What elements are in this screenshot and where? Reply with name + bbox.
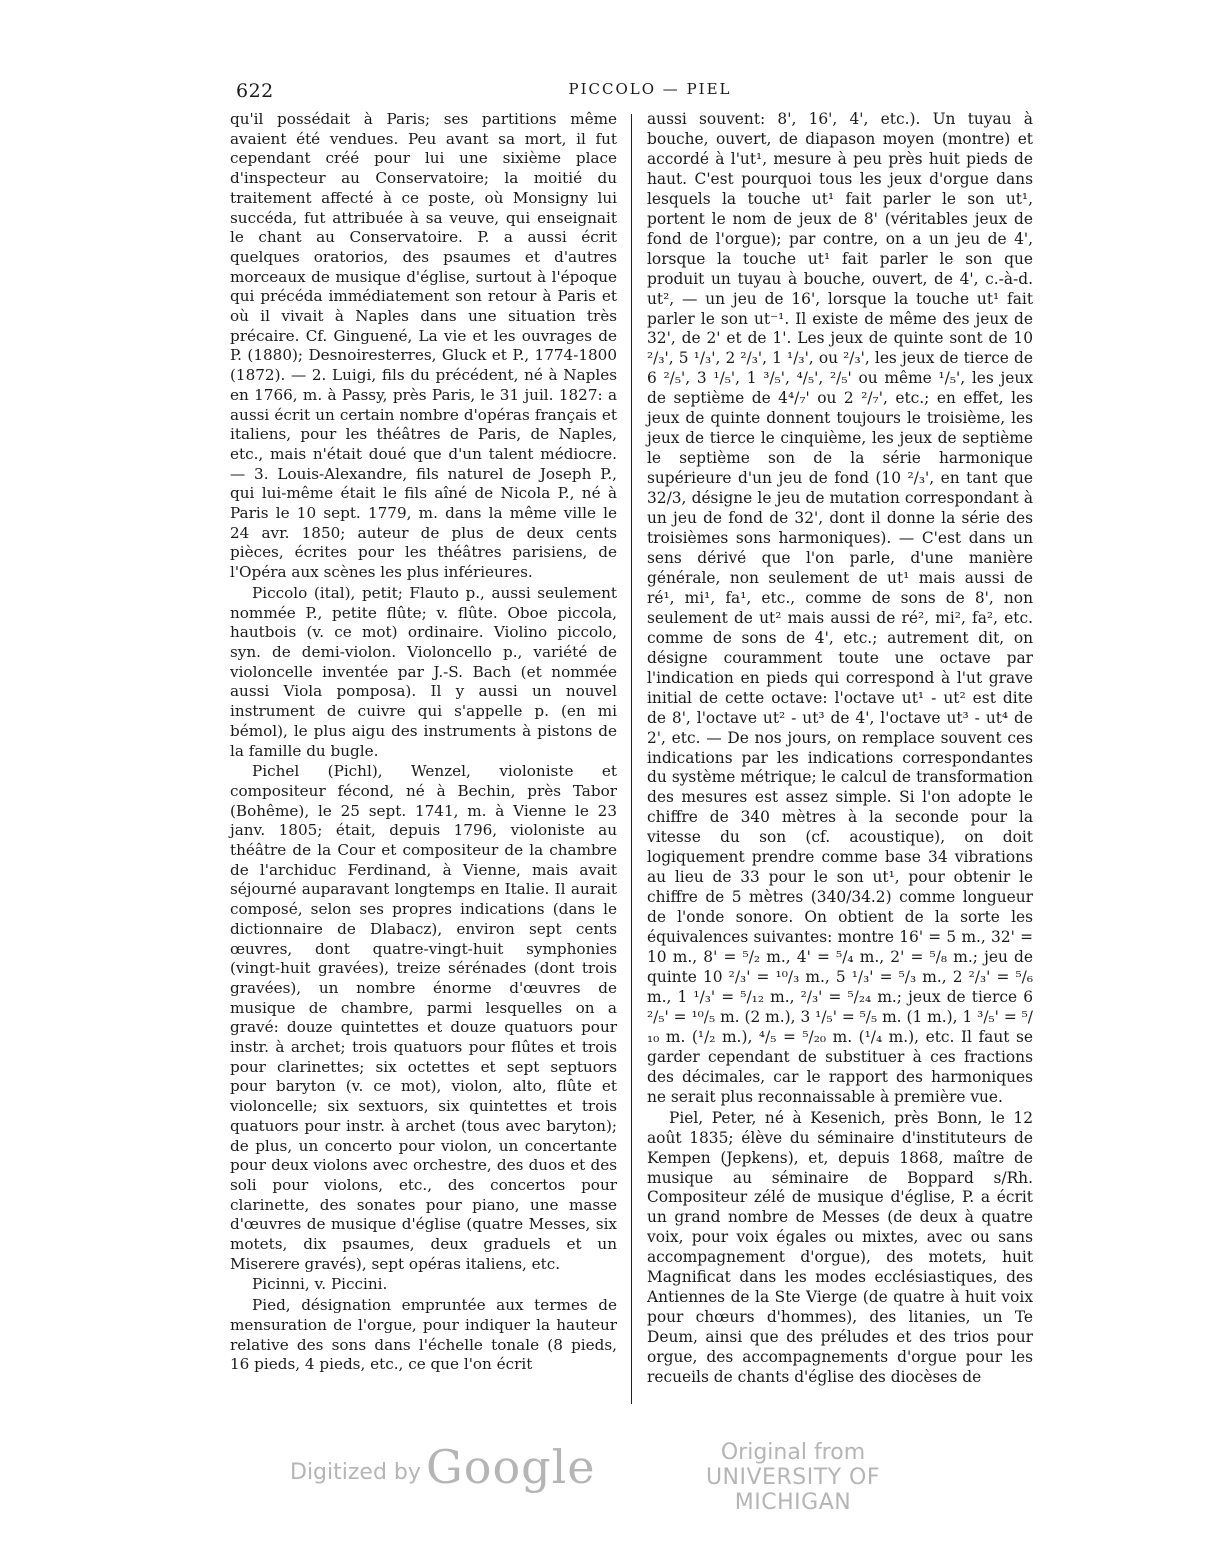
entry-pichel: Pichel (Pichl), Wenzel, violoniste et compositeur fécond, né à Bechin, près Tabor (Bohême), le 25 sept. 1741, m. à Vienne le 23 janv. 1805; était, depuis 1796, violoniste au théâtre de la Cour et compositeur de la chambre de l'archiduc Ferdinand, à Vienne, mais avait séjourné auparavant longtemps en Italie. Il aurait composé, selon ses propres indications (dans le dictionnaire de Dlabacz), environ sept cents œuvres, dont quatre-vingt-huit symphonies (vingt-huit gravées), treize sérénades (dont trois gravées), un nombre énorme d'œuvres de musique de chambre, parmi lesquelles on a gravé: douze quintettes et douze quatuors pour instr. à archet; trois quatuors pour flûtes et trois pour clarinettes; six octettes et sept septuors pour baryton (v. ce mot), violon, alto, flûte et violoncelle; six sextuors, six quintettes et trois quatuors pour instr. à archet (tous avec baryton); de plus, un concerto pour violon, un concertante pour deux violons avec orchestre, des duos et des soli pour violons, etc., des concertos pour clarinette, des sonates pour piano, une masse d'œuvres de musique d'église (quatre Messes, six motets, dix psaumes, deux graduels et un Miserere gravés), sept opéras italiens, etc. bbox=[230, 762, 617, 1273]
entry-pied: Pied, désignation empruntée aux termes de mensuration de l'orgue, pour indiquer la hauteur relative des sons dans l'échelle tonale (8 pieds, 16 pieds, 4 pieds, etc., ce que l'on écrit bbox=[230, 1296, 617, 1374]
right-column bbox=[647, 110, 1033, 1388]
entry-piccolo: Piccolo (ital), petit; Flauto p., aussi seulement nommée P., petite flûte; v. flûte. Oboe piccola, hautbois (v. ce mot) ordinaire. Violino piccolo, syn. de demi-violon. Violoncello p., variété de violoncelle inventée par J.-S. Bach (et nommée aussi Viola pomposa). Il y aussi un nouvel instrument de cuivre qui s'appelle p. (en mi bémol), le plus aigu des instruments à pistons de la famille du bugle. bbox=[230, 583, 617, 760]
left-column bbox=[230, 110, 617, 1375]
paragraph-continuation: qu'il possédait à Paris; ses partitions même avaient été vendues. Peu avant sa mort, il fut cependant créé pour lui une sixième place d'inspecteur au Conservatoire; la moitié du traitement affecté à ce poste, où Monsigny lui succéda, fut attribuée à sa veuve, qui enseignait le chant au Conservatoire. P. a aussi écrit quelques oratorios, des psaumes et d'autres morceaux de musique d'église, surtout à l'époque qui précéda immédiatement son retour à Paris et où il vivait à Naples dans une situation très précaire. Cf. Ginguené, La vie et les ouvrages de P. (1880); Desnoiresterres, Gluck et P., 1774-1800 (1872). — 2. Luigi, fils du précédent, né à Naples en 1766, m. à Passy, près Paris, le 31 juil. 1827: a aussi écrit un certain nombre d'opéras français et italiens, pour les théâtres de Paris, de Naples, etc., mais n'était doué que d'un talent médiocre. — 3. Louis-Alexandre, fils naturel de Joseph P., qui lui-même était le fils aîné de Nicola P., né à Paris le 10 sept. 1779, m. dans la même ville le 24 avr. 1850; auteur de plus de deux cents pièces, écrites pour les théâtres parisiens, de l'Opéra aux scènes les plus inférieures. bbox=[230, 110, 617, 582]
university-name: UNIVERSITY OF MICHIGAN bbox=[705, 1465, 881, 1515]
digitized-prefix: Digitized by bbox=[290, 1460, 421, 1485]
original-from-label: Original from bbox=[720, 1440, 866, 1465]
page-number: 622 bbox=[236, 80, 274, 102]
original-from-watermark bbox=[668, 1440, 918, 1515]
running-head: PICCOLO — PIEL bbox=[568, 80, 732, 98]
entry-picinni: Picinni, v. Piccini. bbox=[252, 1275, 388, 1294]
entry-piel: Piel, Peter, né à Kesenich, près Bonn, le 12 août 1835; élève du séminaire d'instituteurs de Kempen (Jepkens), et, depuis 1868, maître de musique au séminaire de Boppard s/Rh. Compositeur zélé de musique d'église, P. a écrit un grand nombre de Messes (de deux à quatre voix, pour voix égales ou mixtes, avec ou sans accompagnement d'orgue), des motets, huit Magnificat dans les modes ecclésiastiques, des Antiennes de la Ste Vierge (de quatre à huit voix pour chœurs d'hommes), des litanies, un Te Deum, ainsi que des préludes et des trios pour orgue, des accompagnements d'orgue pour les recueils de chants d'église des diocèses de bbox=[647, 1108, 1033, 1387]
google-logo: Google bbox=[426, 1440, 596, 1494]
digitized-by-watermark bbox=[290, 1440, 596, 1494]
column-divider bbox=[631, 114, 632, 1404]
paragraph-pied-continuation: aussi souvent: 8', 16', 4', etc.). Un tuyau à bouche, ouvert, de diapason moyen (montre) et accordé à l'ut¹, mesure à peu près huit pieds de haut. C'est pourquoi tous les jeux d'orgue dans lesquels la touche ut¹ fait parler le son ut¹, portent le nom de jeux de 8' (véritables jeux de fond de l'orgue); par contre, on a un jeu de 4', lorsque la touche ut¹ fait parler le son que produit un tuyau à bouche, ouvert, de 4', c.-à-d. ut², — un jeu de 16', lorsque la touche ut¹ fait parler le son ut⁻¹. Il existe de même des jeux de 32', de 2' et de 1'. Les jeux de quinte sont de 10 ²/₃', 5 ¹/₃', 2 ²/₃', 1 ¹/₃', ou ²/₃', les jeux de tierce de 6 ²/₅', 3 ¹/₅', 1 ³/₅', ⁴/₅', ²/₅' ou même ¹/₅', les jeux de septième de 4⁴/₇' ou 2 ²/₇', etc.; en effet, les jeux de quinte donnent toujours le troisième, les jeux de tierce le cinquième, les jeux de septième le septième son de la série harmonique supérieure d'un jeu de fond (10 ²/₃', en tant que 32/3, désigne le jeu de mutation correspondant à un jeu de fond de 32', dont il donne la série des troisièmes sons harmoniques). — C'est dans un sens dérivé que l'on parle, d'une manière générale, non seulement de ut¹ mais aussi de ré¹, mi¹, fa¹, etc., comme de sons de 8', non seulement de ut² mais aussi de ré², mi², fa², etc. comme de sons de 4', etc.; autrement dit, on désigne couramment toute une octave par l'indication en pieds qui correspond à l'ut grave initial de cette octave: l'octave ut¹ - ut² est dite de 8', l'octave ut² - ut³ de 4', l'octave ut³ - ut⁴ de 2', etc. — De nos jours, on remplace souvent ces indications par les indications correspondantes du système métrique; le calcul de transformation des mesures est assez simple. Si l'on adopte le chiffre de 340 mètres à la seconde pour la vitesse du son (cf. acoustique), on doit logiquement prendre comme base 34 vibrations au lieu de 33 pour le son ut¹, pour obtenir le chiffre de 5 mètres (340/34.2) comme longueur de l'onde sonore. On obtient de la sorte les équivalences suivantes: montre 16' = 5 m., 32' = 10 m., 8' = ⁵/₂ m., 4' = ⁵/₄ m., 2' = ⁵/₈ m.; jeu de quinte 10 ²/₃' = ¹⁰/₃ m., 5 ¹/₃' = ⁵/₃ m., 2 ²/₃' = ⁵/₆ m., 1 ¹/₃' = ⁵/₁₂ m., ²/₃' = ⁵/₂₄ m.; jeux de tierce 6 ²/₅' = ¹⁰/₅ m. (2 m.), 3 ¹/₅' = ⁵/₅ m. (1 m.), 1 ³/₅' = ⁵/₁₀ m. (¹/₂ m.), ⁴/₅ = ⁵/₂₀ m. (¹/₄ m.), etc. Il faut se garder cependant de substituer à ces fractions des décimales, car le rapport des harmoniques ne serait plus reconnaissable à première vue. bbox=[647, 110, 1033, 1106]
